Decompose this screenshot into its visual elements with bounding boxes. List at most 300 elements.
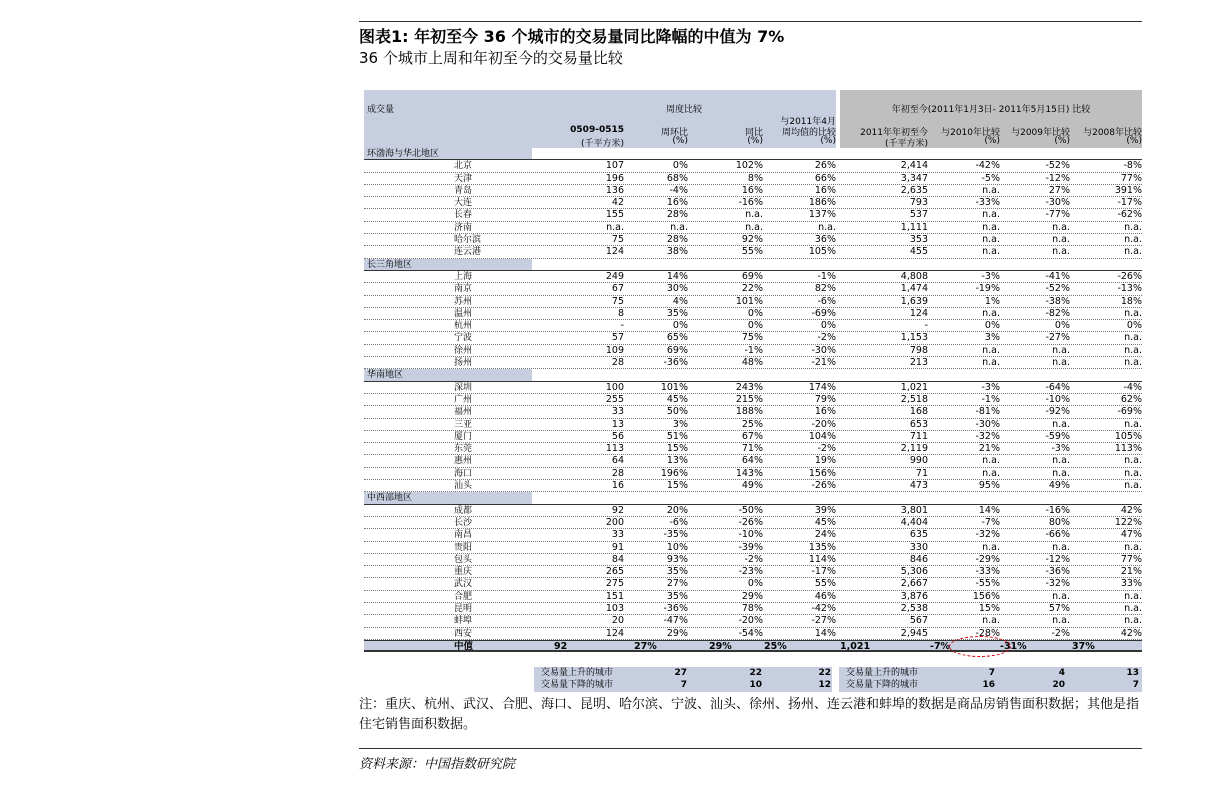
- table-cell: 16: [611, 480, 624, 492]
- yoy-unit: (%): [747, 136, 763, 146]
- median-label: 中值: [454, 640, 474, 652]
- table-cell: 21%: [978, 443, 1000, 455]
- table-cell: 65%: [666, 332, 688, 344]
- table-cell: 84: [611, 553, 624, 565]
- summary-cell: 16: [982, 680, 995, 690]
- table-row: [364, 271, 1142, 283]
- table-cell: -7%: [981, 516, 1000, 528]
- table-cell: 78%: [741, 602, 763, 614]
- city-name: 连云港: [454, 247, 482, 258]
- table-cell: 30%: [666, 283, 688, 295]
- table-cell: 28: [611, 467, 624, 479]
- table-row: [364, 480, 1142, 492]
- table-cell: -32%: [975, 529, 1000, 541]
- median-cell: 37%: [1072, 640, 1095, 652]
- table-cell: 124: [909, 307, 928, 319]
- city-name: 重庆: [454, 567, 473, 578]
- summary-cell: 27: [674, 668, 687, 678]
- table-cell: 0%: [672, 320, 688, 332]
- region-header: [364, 259, 1142, 271]
- city-name: 天津: [454, 173, 473, 184]
- table-row: [364, 591, 1142, 603]
- table-cell: 92%: [741, 234, 763, 246]
- table-cell: -10%: [1045, 393, 1070, 405]
- table-cell: 122%: [1114, 516, 1142, 528]
- table-cell: n.a.: [745, 209, 763, 221]
- table-cell: 0%: [1054, 320, 1070, 332]
- week-unit: (千平方米): [580, 139, 624, 149]
- median-cell: 92: [554, 640, 568, 652]
- table-row: [364, 566, 1142, 578]
- table-cell: 14%: [978, 504, 1000, 516]
- table-cell: 353: [909, 234, 928, 246]
- table-cell: 15%: [666, 480, 688, 492]
- table-row: [364, 542, 1142, 554]
- table-cell: 47%: [1120, 529, 1142, 541]
- table-cell: -3%: [1051, 443, 1070, 455]
- table-row: [364, 455, 1142, 467]
- table-cell: -16%: [738, 197, 763, 209]
- table-cell: 92: [611, 504, 624, 516]
- summary-ytd-up-label: 交易量上升的城市: [846, 668, 919, 678]
- source-line: 资料来源：中国指数研究院: [359, 757, 516, 772]
- table-cell: 0%: [984, 320, 1000, 332]
- table-cell: 50%: [666, 406, 688, 418]
- table-cell: 3%: [984, 332, 1000, 344]
- table-cell: n.a.: [1124, 332, 1142, 344]
- city-name: 三亚: [454, 419, 473, 430]
- table-row: [364, 308, 1142, 320]
- table-cell: 1,021: [900, 381, 928, 393]
- table-cell: 42%: [1120, 627, 1142, 639]
- city-name: 长沙: [454, 517, 473, 528]
- table-cell: -8%: [1123, 160, 1142, 172]
- table-cell: 249: [605, 270, 624, 282]
- table-cell: 79%: [814, 393, 836, 405]
- table-cell: n.a.: [1124, 602, 1142, 614]
- table-cell: 188%: [735, 406, 763, 418]
- vs2008-col-header: 与2008年比较: [1083, 128, 1142, 138]
- table-cell: 51%: [666, 430, 688, 442]
- table-cell: 156%: [972, 590, 1000, 602]
- table-cell: 56: [611, 430, 624, 442]
- table-cell: -32%: [975, 430, 1000, 442]
- table-cell: 2,667: [900, 578, 928, 590]
- table-cell: 13%: [666, 455, 688, 467]
- table-cell: -6%: [817, 295, 836, 307]
- table-row: [364, 185, 1142, 197]
- table-cell: 0%: [1126, 320, 1142, 332]
- table-cell: 69%: [666, 344, 688, 356]
- table-cell: 25%: [741, 418, 763, 430]
- table-cell: 113: [605, 443, 624, 455]
- table-cell: 16%: [741, 184, 763, 196]
- table-cell: 0%: [820, 320, 836, 332]
- table-cell: 2,414: [900, 160, 928, 172]
- table-cell: 124: [605, 627, 624, 639]
- table-cell: n.a.: [982, 184, 1000, 196]
- table-cell: 38%: [666, 246, 688, 258]
- table-cell: 104%: [808, 430, 836, 442]
- table-cell: -16%: [1045, 504, 1070, 516]
- table-cell: -26%: [1117, 270, 1142, 282]
- table-cell: -52%: [1045, 283, 1070, 295]
- table-row: [364, 357, 1142, 369]
- table-row: [364, 517, 1142, 529]
- table-cell: -19%: [975, 283, 1000, 295]
- table-cell: -3%: [981, 381, 1000, 393]
- city-name: 南京: [454, 284, 473, 295]
- table-cell: -5%: [981, 172, 1000, 184]
- table-cell: -32%: [1045, 578, 1070, 590]
- table-row: [364, 615, 1142, 627]
- table-row: [364, 222, 1142, 234]
- figure-subtitle: 36 个城市上周和年初至今的交易量比较: [359, 49, 623, 67]
- table-cell: 105%: [1114, 430, 1142, 442]
- table-cell: 67%: [741, 430, 763, 442]
- table-cell: 186%: [808, 197, 836, 209]
- table-cell: 215%: [735, 393, 763, 405]
- table-cell: -27%: [811, 615, 836, 627]
- table-cell: 75%: [741, 332, 763, 344]
- table-cell: 27%: [666, 578, 688, 590]
- table-cell: 4,808: [900, 270, 928, 282]
- table-cell: 113%: [1114, 443, 1142, 455]
- table-cell: n.a.: [982, 307, 1000, 319]
- table-cell: 143%: [735, 467, 763, 479]
- table-cell: 1,153: [900, 332, 928, 344]
- top-rule: [359, 21, 1142, 22]
- table-cell: 55%: [814, 578, 836, 590]
- vs2009-unit: (%): [1054, 136, 1070, 146]
- table-cell: n.a.: [982, 344, 1000, 356]
- table-cell: -: [620, 320, 624, 332]
- table-cell: 990: [909, 455, 928, 467]
- table-cell: 14%: [814, 627, 836, 639]
- table-cell: 455: [909, 246, 928, 258]
- table-cell: 20%: [666, 504, 688, 516]
- table-cell: n.a.: [982, 246, 1000, 258]
- table-cell: -20%: [738, 615, 763, 627]
- table-cell: 200: [605, 516, 624, 528]
- table-cell: 49%: [741, 480, 763, 492]
- table-cell: 653: [909, 418, 928, 430]
- table-cell: 196%: [660, 467, 688, 479]
- city-name: 深圳: [454, 382, 473, 393]
- city-name: 东莞: [454, 444, 473, 455]
- table-row: [364, 332, 1142, 344]
- table-cell: -2%: [817, 443, 836, 455]
- table-cell: n.a.: [1124, 221, 1142, 233]
- table-cell: -2%: [817, 332, 836, 344]
- table-cell: 22%: [741, 283, 763, 295]
- table-cell: -92%: [1045, 406, 1070, 418]
- table-cell: 846: [909, 553, 928, 565]
- table-row: [364, 160, 1142, 172]
- bottom-rule: [359, 748, 1142, 749]
- table-cell: -42%: [975, 160, 1000, 172]
- table-cell: 29%: [741, 590, 763, 602]
- table-row: [364, 419, 1142, 431]
- table-cell: 103: [605, 602, 624, 614]
- table-header: [364, 90, 1142, 148]
- table-cell: -20%: [811, 418, 836, 430]
- table-cell: -1%: [744, 344, 763, 356]
- summary-ytd-down-label: 交易量下降的城市: [846, 680, 919, 690]
- table-cell: -28%: [975, 627, 1000, 639]
- transaction-table: [364, 90, 1142, 652]
- city-name: 苏州: [454, 296, 473, 307]
- table-cell: n.a.: [1124, 541, 1142, 553]
- table-cell: n.a.: [1124, 246, 1142, 258]
- table-row: [364, 628, 1142, 640]
- ytd-col-header: 2011年年初至今: [860, 128, 928, 138]
- table-cell: 80%: [1048, 516, 1070, 528]
- table-cell: 64: [611, 455, 624, 467]
- table-cell: 15%: [978, 602, 1000, 614]
- table-cell: -39%: [738, 541, 763, 553]
- table-cell: 4%: [672, 295, 688, 307]
- table-cell: -69%: [811, 307, 836, 319]
- table-cell: 18%: [1120, 295, 1142, 307]
- table-cell: -52%: [1045, 160, 1070, 172]
- city-name: 大连: [454, 198, 473, 209]
- table-cell: n.a.: [745, 221, 763, 233]
- table-cell: 105%: [808, 246, 836, 258]
- footnote: 注：重庆、杭州、武汉、合肥、海口、昆明、哈尔滨、宁波、汕头、徐州、扬州、连云港和蚌埠的数据是商品房销售面积数据；其他是指住宅销售面积数据。: [359, 697, 1140, 732]
- table-row: [364, 382, 1142, 394]
- table-cell: 243%: [735, 381, 763, 393]
- apr-compare-header-2: 周均值的比较: [781, 128, 836, 138]
- table-cell: 33%: [1120, 578, 1142, 590]
- ytd-group-header: 年初至今(2011年1月3日- 2011年5月15日) 比较: [891, 105, 1091, 115]
- table-cell: -54%: [738, 627, 763, 639]
- table-cell: -12%: [1045, 553, 1070, 565]
- table-cell: 101%: [660, 381, 688, 393]
- table-cell: 16%: [814, 184, 836, 196]
- table-cell: 33: [611, 529, 624, 541]
- table-cell: -13%: [1117, 283, 1142, 295]
- table-cell: 124: [605, 246, 624, 258]
- table-cell: -64%: [1045, 381, 1070, 393]
- city-name: 蚌埠: [454, 616, 473, 627]
- table-cell: n.a.: [670, 221, 688, 233]
- table-cell: n.a.: [1052, 344, 1070, 356]
- table-cell: 5,306: [900, 566, 928, 578]
- table-cell: -77%: [1045, 209, 1070, 221]
- table-cell: -29%: [975, 553, 1000, 565]
- table-cell: 95%: [978, 480, 1000, 492]
- table-cell: 28%: [666, 234, 688, 246]
- table-cell: 100: [605, 381, 624, 393]
- city-name: 济南: [454, 222, 473, 233]
- table-cell: 135%: [808, 541, 836, 553]
- week-col-header: 0509-0515: [570, 125, 624, 135]
- city-name: 宁波: [454, 333, 473, 344]
- table-cell: n.a.: [818, 221, 836, 233]
- table-cell: 36%: [814, 234, 836, 246]
- table-cell: 57: [611, 332, 624, 344]
- summary-cell: 22: [818, 668, 831, 678]
- region-name: 中西部地区: [364, 492, 532, 503]
- table-cell: 48%: [741, 357, 763, 369]
- table-cell: 2,119: [900, 443, 928, 455]
- table-cell: 196: [605, 172, 624, 184]
- city-name: 包头: [454, 554, 473, 565]
- table-cell: 39%: [814, 504, 836, 516]
- row-label-header: 成交量: [367, 105, 395, 115]
- table-cell: 213: [909, 357, 928, 369]
- weekly-group-header: 周度比较: [665, 105, 702, 115]
- table-cell: 71%: [741, 443, 763, 455]
- city-name: 海口: [454, 468, 473, 479]
- table-cell: -69%: [1117, 406, 1142, 418]
- table-cell: -33%: [975, 197, 1000, 209]
- table-cell: 24%: [814, 529, 836, 541]
- median-cell: -31%: [1000, 640, 1027, 652]
- table-cell: 27%: [1048, 184, 1070, 196]
- table-cell: n.a.: [982, 234, 1000, 246]
- table-cell: -33%: [975, 566, 1000, 578]
- table-cell: 2,518: [900, 393, 928, 405]
- table-cell: n.a.: [1052, 357, 1070, 369]
- city-name: 徐州: [454, 345, 473, 356]
- city-name: 成都: [454, 505, 473, 516]
- table-row: [364, 345, 1142, 357]
- highlight-ring: [949, 636, 1011, 657]
- table-cell: -36%: [663, 357, 688, 369]
- median-cell: 29%: [709, 640, 732, 652]
- city-name: 贵阳: [454, 542, 473, 553]
- table-row: [364, 578, 1142, 590]
- city-name: 杭州: [454, 321, 473, 332]
- table-row: [364, 603, 1142, 615]
- table-cell: n.a.: [1124, 344, 1142, 356]
- table-cell: -12%: [1045, 172, 1070, 184]
- table-cell: -41%: [1045, 270, 1070, 282]
- table-cell: n.a.: [1052, 467, 1070, 479]
- table-cell: 13: [611, 418, 624, 430]
- median-cell: 25%: [764, 640, 787, 652]
- table-cell: 3,347: [900, 172, 928, 184]
- wow-col-header: 周环比: [660, 128, 688, 138]
- apr-compare-header-1: 与2011年4月: [780, 117, 836, 127]
- table-cell: 10%: [666, 541, 688, 553]
- table-cell: 2,635: [900, 184, 928, 196]
- table-cell: 82%: [814, 283, 836, 295]
- summary-cell: 4: [1058, 668, 1065, 678]
- vs2009-col-header: 与2009年比较: [1011, 128, 1070, 138]
- table-cell: n.a.: [1124, 234, 1142, 246]
- table-cell: -62%: [1117, 209, 1142, 221]
- table-cell: n.a.: [606, 221, 624, 233]
- table-cell: 46%: [814, 590, 836, 602]
- table-cell: n.a.: [1052, 615, 1070, 627]
- table-cell: -27%: [1045, 332, 1070, 344]
- table-cell: 102%: [735, 160, 763, 172]
- table-cell: 2,945: [900, 627, 928, 639]
- table-cell: -35%: [663, 529, 688, 541]
- city-name: 北京: [454, 161, 473, 172]
- table-cell: 45%: [666, 393, 688, 405]
- table-cell: n.a.: [1052, 590, 1070, 602]
- city-name: 哈尔滨: [454, 235, 482, 246]
- table-cell: 2,538: [900, 602, 928, 614]
- table-cell: 174%: [808, 381, 836, 393]
- table-cell: 8%: [747, 172, 763, 184]
- table-cell: -26%: [738, 516, 763, 528]
- table-cell: 67: [611, 283, 624, 295]
- table-cell: 0%: [747, 307, 763, 319]
- table-cell: 391%: [1114, 184, 1142, 196]
- region-name: 华南地区: [364, 369, 532, 380]
- table-cell: 798: [909, 344, 928, 356]
- table-cell: 77%: [1120, 553, 1142, 565]
- table-cell: 0%: [672, 160, 688, 172]
- city-name: 福州: [454, 407, 473, 418]
- table-row: [364, 443, 1142, 455]
- city-name: 厦门: [454, 431, 473, 442]
- table-cell: 1,111: [900, 221, 928, 233]
- table-cell: 35%: [666, 590, 688, 602]
- table-cell: n.a.: [982, 455, 1000, 467]
- table-cell: n.a.: [982, 357, 1000, 369]
- table-cell: 1%: [984, 295, 1000, 307]
- table-cell: 16%: [814, 406, 836, 418]
- table-row: [364, 209, 1142, 221]
- city-name: 合肥: [454, 591, 473, 602]
- table-cell: 45%: [814, 516, 836, 528]
- summary-cell: 13: [1126, 668, 1139, 678]
- city-name: 昆明: [454, 603, 473, 614]
- table-cell: -2%: [744, 553, 763, 565]
- table-cell: 101%: [735, 295, 763, 307]
- table-cell: n.a.: [1124, 590, 1142, 602]
- table-cell: n.a.: [1124, 480, 1142, 492]
- table-cell: 77%: [1120, 172, 1142, 184]
- table-cell: 29%: [666, 627, 688, 639]
- table-cell: 8: [617, 307, 624, 319]
- table-cell: 16%: [666, 197, 688, 209]
- wow-unit: (%): [672, 136, 688, 146]
- table-cell: -66%: [1045, 529, 1070, 541]
- city-name: 上海: [454, 271, 473, 282]
- table-cell: 14%: [666, 270, 688, 282]
- city-name: 扬州: [454, 358, 473, 369]
- table-cell: 0%: [747, 578, 763, 590]
- table-cell: 28: [611, 357, 624, 369]
- table-cell: 109: [605, 344, 624, 356]
- table-cell: n.a.: [1052, 418, 1070, 430]
- table-body: [364, 148, 1142, 640]
- median-cell: 1,021: [840, 640, 871, 652]
- table-cell: 15%: [666, 443, 688, 455]
- table-cell: 4,404: [900, 516, 928, 528]
- table-cell: 1,639: [900, 295, 928, 307]
- table-cell: 3%: [672, 418, 688, 430]
- table-cell: 19%: [814, 455, 836, 467]
- table-cell: 49%: [1048, 480, 1070, 492]
- table-cell: 3,876: [900, 590, 928, 602]
- table-cell: -30%: [811, 344, 836, 356]
- table-cell: 156%: [808, 467, 836, 479]
- table-cell: 42%: [1120, 504, 1142, 516]
- city-name: 汕头: [454, 481, 473, 492]
- table-cell: 21%: [1120, 566, 1142, 578]
- table-cell: 75: [611, 234, 624, 246]
- table-cell: -26%: [811, 480, 836, 492]
- table-row: [364, 234, 1142, 246]
